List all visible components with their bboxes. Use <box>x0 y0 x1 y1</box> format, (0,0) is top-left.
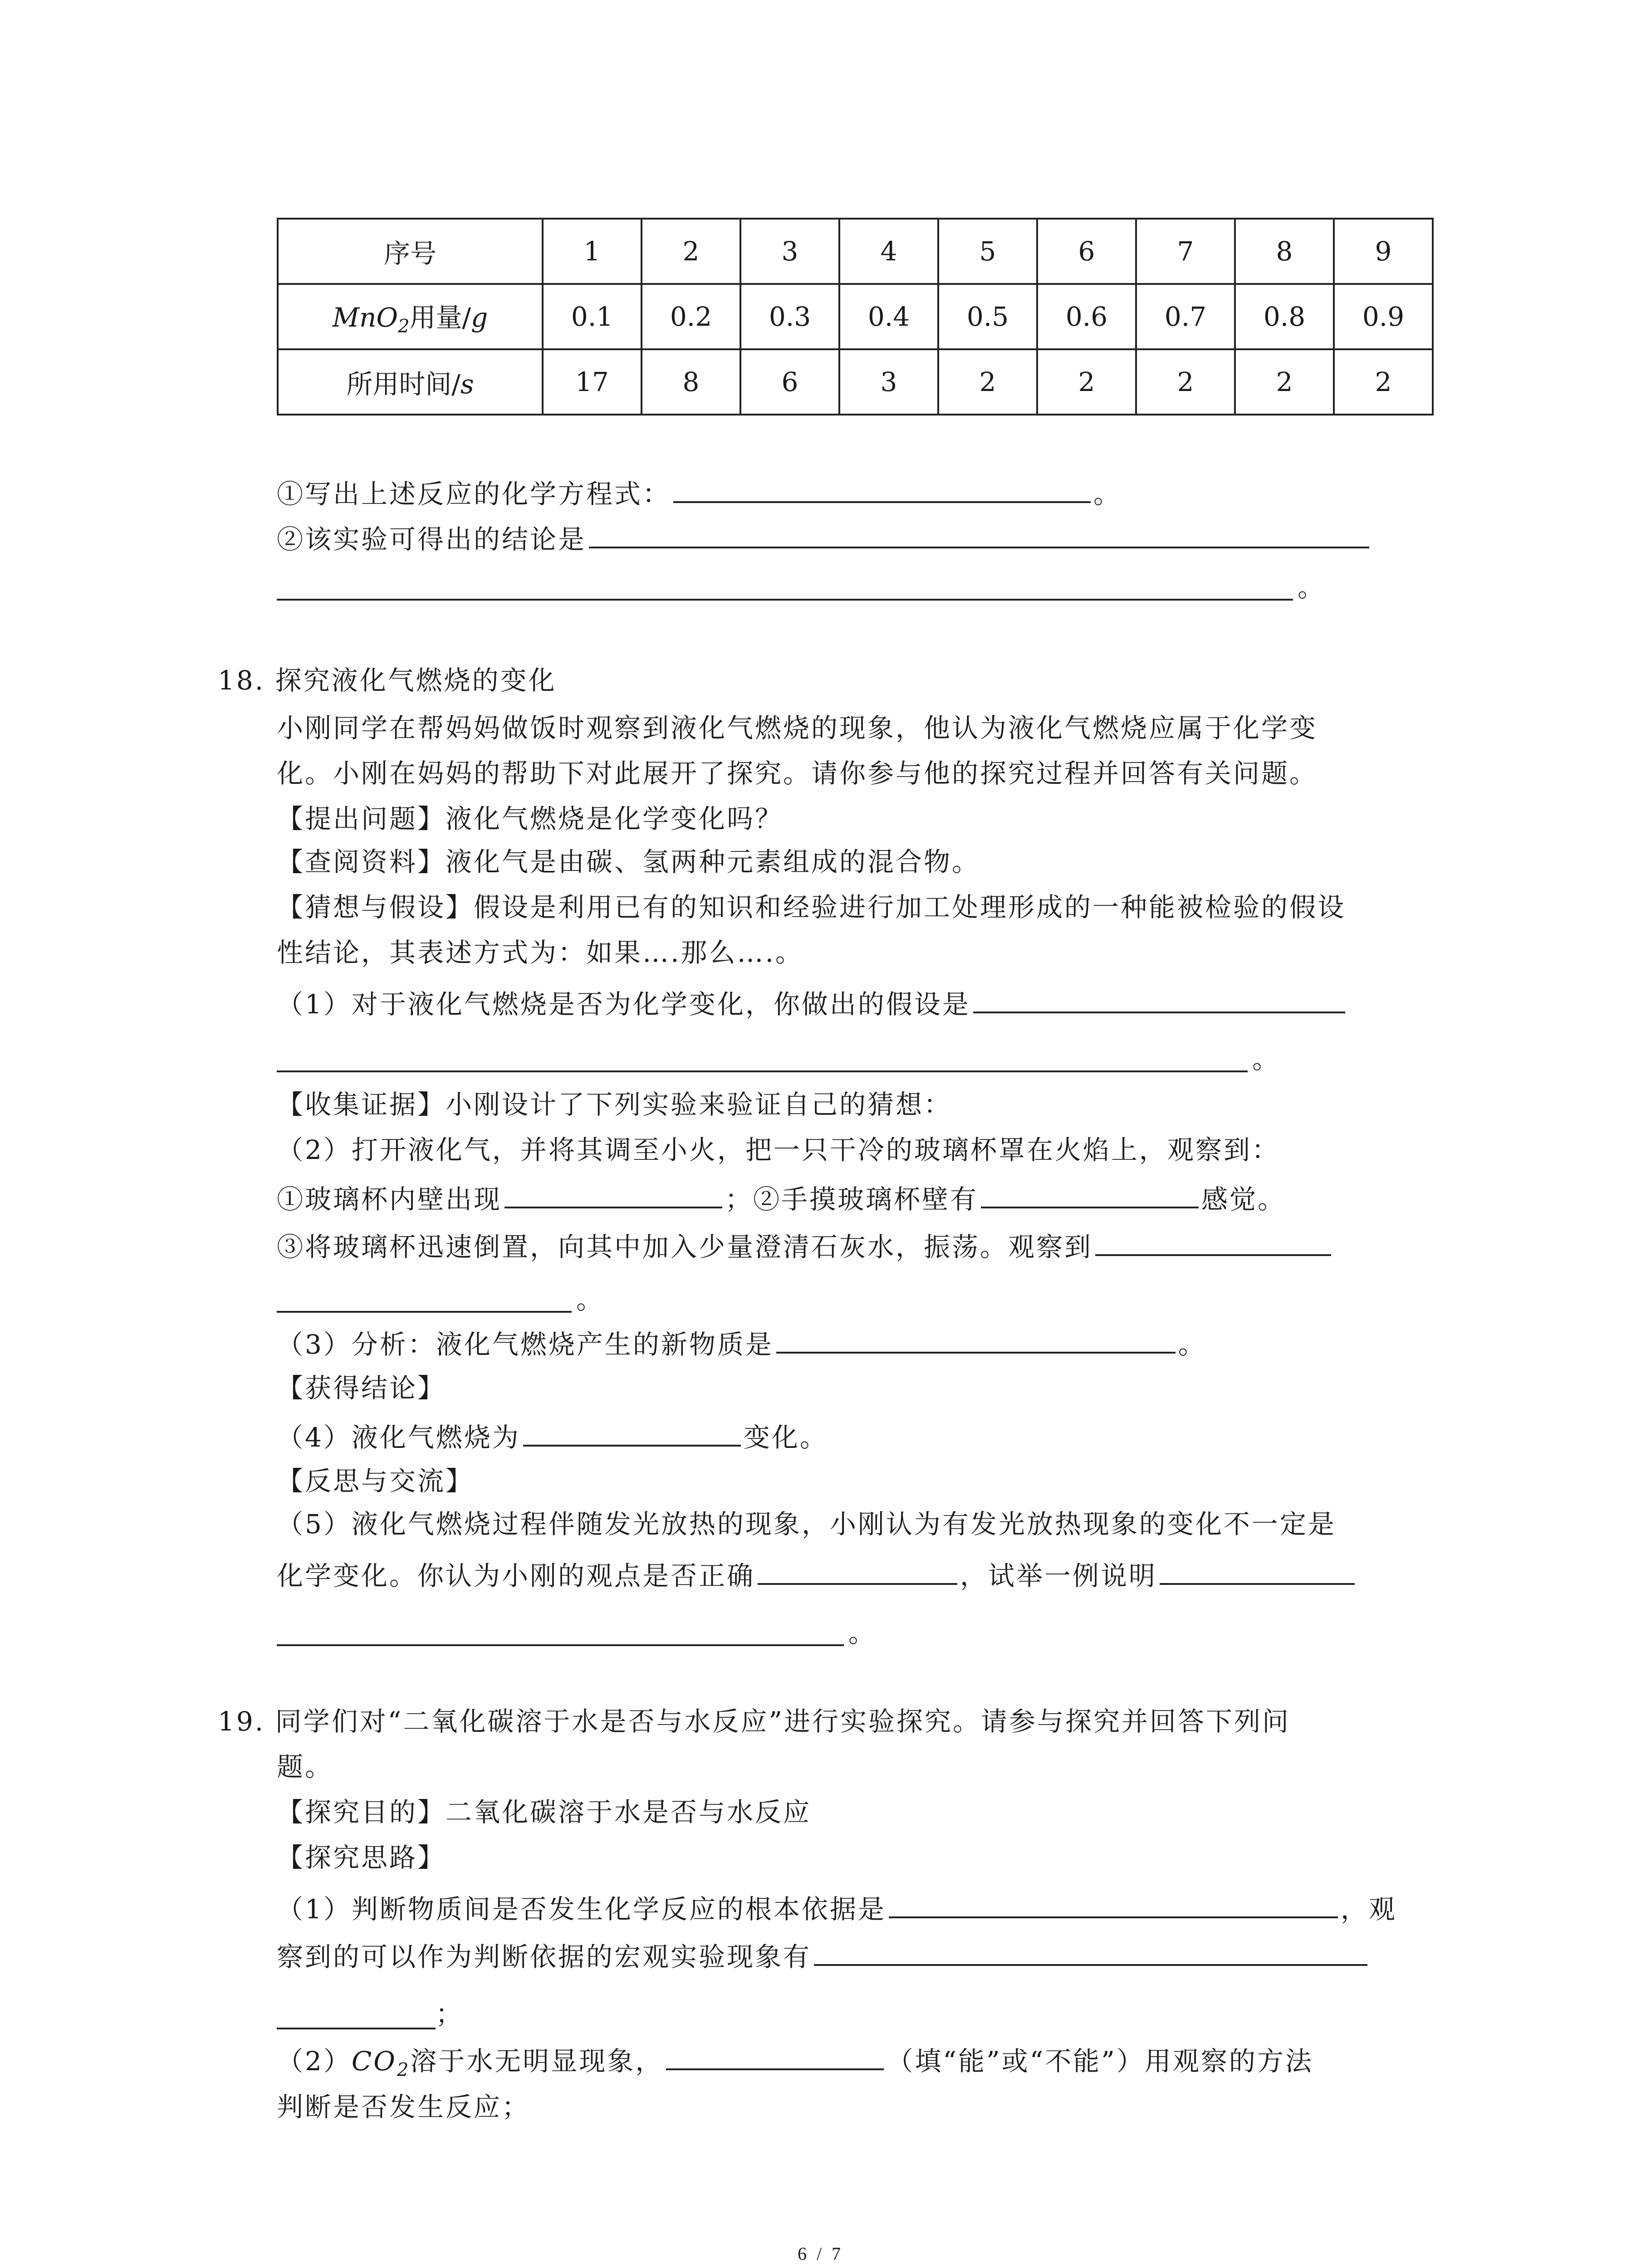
table-cell: 8 <box>1235 219 1334 284</box>
answer-blank[interactable] <box>814 1937 1367 1966</box>
table-cell: 17 <box>543 349 642 415</box>
table-cell: 2 <box>1037 349 1136 415</box>
period: 。 <box>576 1284 605 1315</box>
answer-blank[interactable] <box>277 1311 572 1313</box>
unit-g: g <box>471 302 488 333</box>
q18-intro-1: 小刚同学在帮妈妈做饭时观察到液化气燃烧的现象，他认为液化气燃烧应属于化学变 <box>277 713 1318 743</box>
q19-part-1-line1 <box>277 1889 1397 1927</box>
q18-part-2d <box>277 1227 1334 1265</box>
table-cell: 0.9 <box>1334 284 1433 349</box>
table-cell: 2 <box>1136 349 1235 415</box>
answer-blank[interactable] <box>523 1418 741 1447</box>
q18-reflect-heading: 【反思与交流】 <box>277 1466 474 1496</box>
table-cell: 5 <box>938 219 1037 284</box>
q19-part-2-line2: 判断是否发生反应； <box>277 2092 530 2122</box>
period: 。 <box>1178 1329 1206 1360</box>
table-row-seq <box>278 219 1433 284</box>
co2-subscript: 2 <box>397 2059 411 2081</box>
period: 。 <box>848 1618 877 1648</box>
answer-blank[interactable] <box>981 1179 1199 1208</box>
answer-blank[interactable] <box>1095 1227 1331 1256</box>
table-cell: 0.1 <box>543 284 642 349</box>
table-cell: 2 <box>938 349 1037 415</box>
q18-part-2d-prompt: ③将玻璃杯迅速倒置，向其中加入少量澄清石灰水，振荡。观察到 <box>277 1232 1093 1262</box>
table-cell: 2 <box>1334 349 1433 415</box>
mno2-formula: MnO <box>332 302 398 333</box>
period: 。 <box>1298 572 1326 603</box>
q17-conclusion-line <box>277 519 1372 557</box>
q19-part-1-line2 <box>277 1937 1370 1975</box>
q19-title-2: 题。 <box>277 1751 333 1782</box>
q18-part-3-prompt: （3）分析：液化气燃烧产生的新物质是 <box>277 1329 774 1360</box>
q18-part-2-observations <box>277 1179 1286 1217</box>
table-cell: 0.8 <box>1235 284 1334 349</box>
table-cell: 2 <box>642 219 740 284</box>
answer-blank[interactable] <box>277 2028 436 2029</box>
answer-blank[interactable] <box>889 1889 1338 1918</box>
mno2-usage-label: 用量/ <box>409 302 471 333</box>
answer-blank[interactable] <box>758 1556 957 1585</box>
q18-part-5-prompt: 化学变化。你认为小刚的观点是否正确 <box>277 1560 755 1591</box>
table-cell: 3 <box>740 219 839 284</box>
table-cell: 2 <box>1235 349 1334 415</box>
q18-part-4 <box>277 1418 828 1456</box>
answer-blank[interactable] <box>277 1644 844 1646</box>
co2-formula: CO <box>351 2046 397 2077</box>
q18-part-4-text: 变化。 <box>743 1422 828 1453</box>
q18-part-3 <box>277 1325 1206 1363</box>
unit-s: s <box>460 369 474 400</box>
table-cell: 0.6 <box>1037 284 1136 349</box>
q18-lookup: 【查阅资料】液化气是由碳、氢两种元素组成的混合物。 <box>277 846 980 877</box>
answer-blank[interactable] <box>277 599 1293 601</box>
q17-equation-line <box>277 474 1122 512</box>
table-cell: 0.5 <box>938 284 1037 349</box>
q19-title-1: 19. 同学们对“二氧化碳溶于水是否与水反应”进行实验探究。请参与探究并回答下列问 <box>218 1706 1290 1737</box>
table-cell: 7 <box>1136 219 1235 284</box>
table-header-mno2 <box>278 284 543 349</box>
q19-part-1-prompt: （1）判断物质间是否发生化学反应的根本依据是 <box>277 1894 886 1925</box>
q18-part-1-prompt: （1）对于液化气燃烧是否为化学变化，你做出的假设是 <box>277 989 970 1020</box>
q19-goal: 【探究目的】二氧化碳溶于水是否与水反应 <box>277 1797 812 1828</box>
q17-equation-prompt: ①写出上述反应的化学方程式： <box>277 479 671 509</box>
q19-part-2-prompt: 溶于水无明显现象， <box>410 2046 664 2077</box>
q19-part-2-hint: （填“能”或“不能”）用观察的方法 <box>887 2046 1313 2077</box>
mno2-data-table <box>277 218 1434 415</box>
table-row-mno2 <box>278 284 1433 349</box>
q18-ask: 【提出问题】液化气燃烧是化学变化吗？ <box>277 803 784 834</box>
semicolon: ； <box>436 1999 464 2029</box>
table-row-time <box>278 349 1433 415</box>
page-number: 6 / 7 <box>797 2244 844 2264</box>
table-cell: 6 <box>740 349 839 415</box>
answer-blank[interactable] <box>589 519 1369 548</box>
answer-blank[interactable] <box>505 1179 722 1208</box>
answer-blank[interactable] <box>277 1070 1248 1072</box>
q18-hypothesis-1: 【猜想与假设】假设是利用已有的知识和经验进行加工处理形成的一种能被检验的假设 <box>277 892 1346 923</box>
table-cell: 6 <box>1037 219 1136 284</box>
answer-blank[interactable] <box>673 474 1091 503</box>
q18-part-2: （2）打开液化气，并将其调至小火，把一只干冷的玻璃杯罩在火焰上，观察到： <box>277 1134 1280 1165</box>
table-header-time <box>278 349 543 415</box>
table-cell: 3 <box>839 349 938 415</box>
table-cell: 0.7 <box>1136 284 1235 349</box>
table-cell: 8 <box>642 349 740 415</box>
table-cell: 0.4 <box>839 284 938 349</box>
period: 。 <box>1093 479 1122 509</box>
q18-part-2a-prompt: ①玻璃杯内壁出现 <box>277 1184 502 1215</box>
answer-blank[interactable] <box>666 2041 884 2070</box>
q19-idea-heading: 【探究思路】 <box>277 1842 446 1873</box>
q18-part-5-line2 <box>277 1556 1357 1594</box>
q18-part-4-prompt: （4）液化气燃烧为 <box>277 1422 520 1453</box>
q18-collect: 【收集证据】小刚设计了下列实验来验证自己的猜想： <box>277 1089 952 1120</box>
table-header-seq: 序号 <box>278 219 543 284</box>
time-label: 所用时间/ <box>346 369 460 400</box>
q18-hypothesis-2: 性结论，其表述方式为：如果….那么….。 <box>277 937 803 968</box>
q19-part-2-number: （2） <box>277 2046 352 2077</box>
table-cell: 0.2 <box>642 284 740 349</box>
q18-conclusion-heading: 【获得结论】 <box>277 1373 446 1403</box>
answer-blank[interactable] <box>1160 1556 1355 1585</box>
q19-part-1-phenomena-prompt: 察到的可以作为判断依据的宏观实验现象有 <box>277 1941 812 1972</box>
answer-blank[interactable] <box>776 1325 1176 1354</box>
q18-part-2c-text: 感觉。 <box>1201 1184 1286 1215</box>
q18-part-2b-prompt: ；②手摸玻璃杯壁有 <box>725 1184 979 1215</box>
table-cell: 0.3 <box>740 284 839 349</box>
table-cell: 1 <box>543 219 642 284</box>
q18-part-5-example-prompt: ，试举一例说明 <box>960 1560 1157 1591</box>
q19-part-1-tail: ，观 <box>1340 1894 1397 1925</box>
mno2-subscript: 2 <box>398 316 410 337</box>
q17-conclusion-prompt: ②该实验可得出的结论是 <box>277 524 587 555</box>
period: 。 <box>1252 1044 1281 1075</box>
q18-intro-2: 化。小刚在妈妈的帮助下对此展开了探究。请你参与他的探究过程并回答有关问题。 <box>277 758 1318 789</box>
q18-part-1 <box>277 984 1348 1022</box>
answer-blank[interactable] <box>973 984 1345 1013</box>
q18-title: 18. 探究液化气燃烧的变化 <box>218 665 557 696</box>
q18-part-5-line1: （5）液化气燃烧过程伴随发光放热的现象，小刚认为有发光放热现象的变化不一定是 <box>277 1509 1336 1540</box>
table-cell: 4 <box>839 219 938 284</box>
q19-part-2-line1 <box>277 2041 1313 2088</box>
table-cell: 9 <box>1334 219 1433 284</box>
